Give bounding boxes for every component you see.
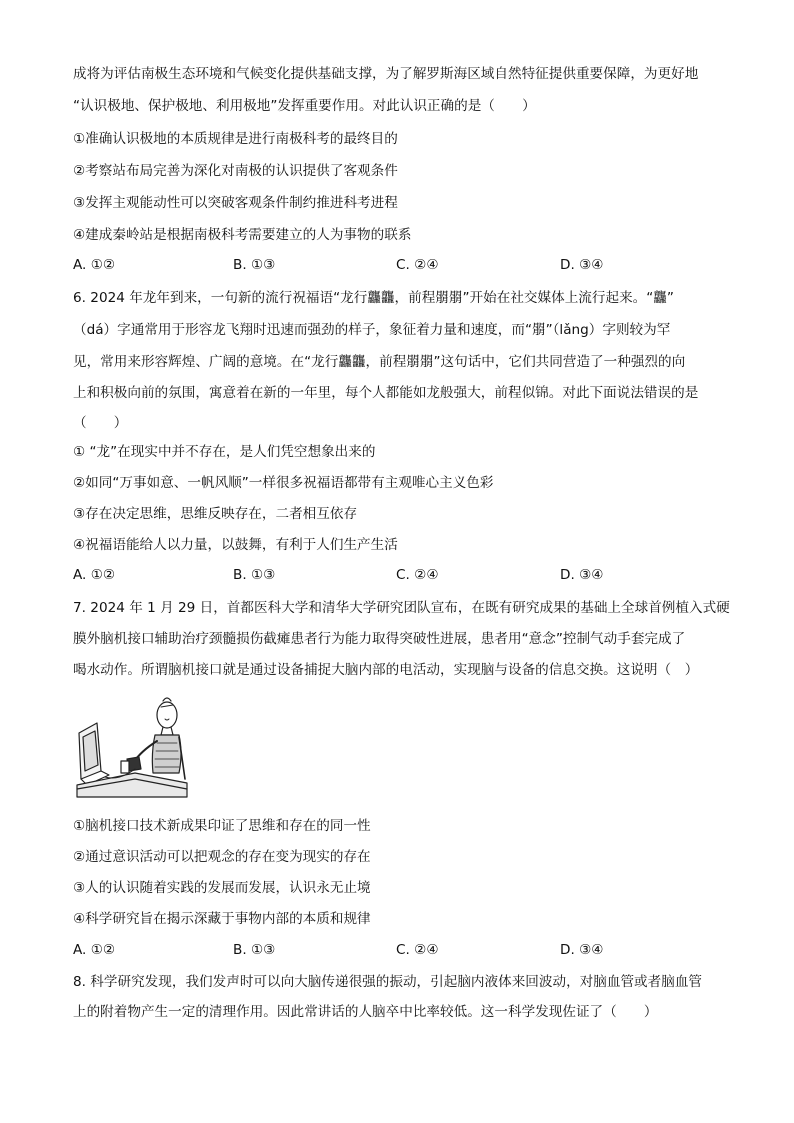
q5-option-b[interactable]: B. ①③ (233, 257, 276, 273)
q5-statement-1: ①准确认识极地的本质规律是进行南极科考的最终目的 (73, 131, 398, 147)
q5-statement-4: ④建成秦岭站是根据南极科考需要建立的人为事物的联系 (73, 227, 412, 243)
brain-computer-interface-illustration (75, 693, 190, 803)
q6-stem-line-5: （ ） (73, 415, 128, 431)
q6-stem-line-1: 6. 2024 年龙年到来，一句新的流行祝福语“龙行龘龘，前程朤朤”开始在社交媒体上流行起来。“龘” (73, 290, 674, 306)
q5-stem-line-1: 成将为评估南极生态环境和气候变化提供基础支撑，为了解罗斯海区域自然特征提供重要保障，为更好地 (73, 66, 699, 82)
q7-statement-3: ③人的认识随着实践的发展而发展，认识永无止境 (73, 880, 371, 896)
q6-option-c[interactable]: C. ②④ (396, 567, 439, 583)
q5-option-c[interactable]: C. ②④ (396, 257, 439, 273)
q6-statement-2: ②如同“万事如意、一帆风顺”一样很多祝福语都带有主观唯心主义色彩 (73, 475, 494, 491)
q7-statement-2: ②通过意识活动可以把观念的存在变为现实的存在 (73, 849, 371, 865)
q6-statement-1: ① “龙”在现实中并不存在，是人们凭空想象出来的 (73, 444, 376, 460)
q5-statement-3: ③发挥主观能动性可以突破客观条件制约推进科考进程 (73, 195, 398, 211)
bci-sketch-icon (75, 693, 190, 803)
q7-stem-line-2: 膜外脑机接口辅助治疗颈髓损伤截瘫患者行为能力取得突破性进展，患者用“意念”控制气动手套完成了 (73, 631, 686, 647)
q8-stem-line-2: 上的附着物产生一定的清理作用。因此常讲话的人脑卒中比率较低。这一科学发现佐证了（ ） (73, 1004, 658, 1020)
q7-option-d[interactable]: D. ③④ (560, 942, 604, 958)
q8-stem-line-1: 8. 科学研究发现，我们发声时可以向大脑传递很强的振动，引起脑内液体来回波动，对脑血管或者脑血管 (73, 974, 703, 990)
q7-stem-line-3: 喝水动作。所谓脑机接口就是通过设备捕捉大脑内部的电活动，实现脑与设备的信息交换。这说明（ ） (73, 662, 699, 678)
q5-stem-line-2: “认识极地、保护极地、利用极地”发挥重要作用。对此认识正确的是（ ） (73, 98, 536, 114)
q7-option-c[interactable]: C. ②④ (396, 942, 439, 958)
q7-option-b[interactable]: B. ①③ (233, 942, 276, 958)
q7-stem-line-1: 7. 2024 年 1 月 29 日，首都医科大学和清华大学研究团队宣布，在既有研究成果的基础上全球首例植入式硬 (73, 600, 730, 616)
q6-statement-4: ④祝福语能给人以力量，以鼓舞，有利于人们生产生活 (73, 537, 398, 553)
q6-option-a[interactable]: A. ①② (73, 567, 116, 583)
q6-stem-line-3: 见，常用来形容辉煌、广阔的意境。在“龙行龘龘，前程朤朤”这句话中，它们共同营造了一种强烈的向 (73, 354, 686, 370)
q6-stem-line-4: 上和积极向前的氛围，寓意着在新的一年里，每个人都能如龙般强大，前程似锦。对此下面说法错误的是 (73, 385, 699, 401)
q6-statement-3: ③存在决定思维，思维反映存在，二者相互依存 (73, 506, 358, 522)
q5-option-d[interactable]: D. ③④ (560, 257, 604, 273)
q6-option-d[interactable]: D. ③④ (560, 567, 604, 583)
q5-statement-2: ②考察站布局完善为深化对南极的认识提供了客观条件 (73, 163, 398, 179)
q7-option-a[interactable]: A. ①② (73, 942, 116, 958)
q5-option-a[interactable]: A. ①② (73, 257, 116, 273)
q6-stem-line-2: （dá）字通常用于形容龙飞翔时迅速而强劲的样子，象征着力量和速度，而“朤”（lǎng）字则较为罕 (73, 322, 671, 338)
q7-statement-1: ①脑机接口技术新成果印证了思维和存在的同一性 (73, 818, 371, 834)
q7-statement-4: ④科学研究旨在揭示深藏于事物内部的本质和规律 (73, 911, 371, 927)
q6-option-b[interactable]: B. ①③ (233, 567, 276, 583)
